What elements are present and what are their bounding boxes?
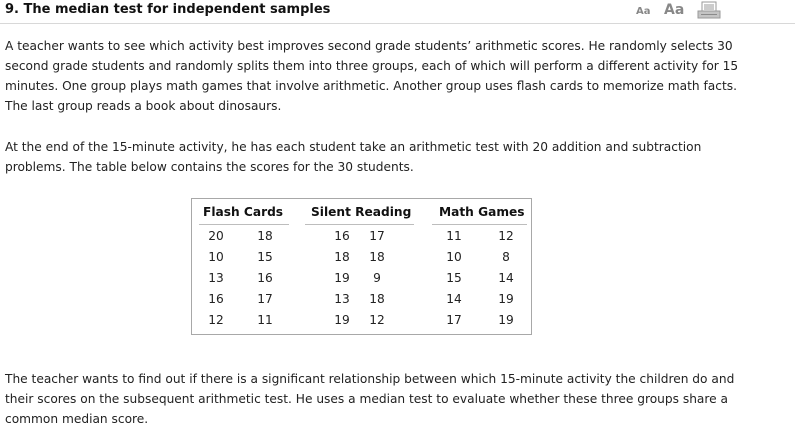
table-cell: 17 — [446, 313, 462, 327]
question-paragraph: The teacher wants to find out if there is a significant relationship between which 15-minute activity the children do and their scores on the subsequent arithmetic test. He uses a median test to evaluate whether these three groups share a common median score. — [5, 372, 735, 426]
printer-icon[interactable] — [697, 1, 721, 20]
table-cell: 18 — [369, 292, 385, 306]
scores-table — [191, 198, 532, 335]
table-cell: 20 — [208, 229, 224, 243]
table-cell: 11 — [257, 313, 273, 327]
header-divider — [0, 23, 795, 24]
table-cell: 14 — [446, 292, 462, 306]
table-cell: 11 — [446, 229, 462, 243]
decrease-font-button[interactable]: Aa — [636, 6, 651, 17]
table-cell: 18 — [334, 250, 350, 264]
table-cell: 19 — [334, 271, 350, 285]
table-cell: 16 — [334, 229, 350, 243]
table-cell: 9 — [373, 271, 381, 285]
table-cell: 8 — [502, 250, 510, 264]
column-header-flash-cards: Flash Cards — [203, 205, 284, 219]
table-cell: 13 — [208, 271, 224, 285]
table-cell: 12 — [208, 313, 224, 327]
column-header-math-games: Math Games — [439, 205, 525, 219]
table-cell: 13 — [334, 292, 350, 306]
intro-paragraph: A teacher wants to see which activity best improves second grade students’ arithmetic scores. He randomly selects 30 second grade students and randomly splits them into three groups, each of which will perform a different activity for 15 minutes. One group plays math games that involve arithmetic. Another group uses flash cards to memorize math facts. The last group reads a book about dinosaurs. — [5, 39, 739, 113]
column-rule-silent-reading — [305, 224, 414, 225]
table-cell: 12 — [498, 229, 514, 243]
question-header — [0, 0, 795, 24]
column-rule-math-games — [432, 224, 527, 225]
table-cell: 16 — [257, 271, 273, 285]
table-cell: 19 — [498, 292, 514, 306]
table-cell: 19 — [334, 313, 350, 327]
setup-paragraph: At the end of the 15-minute activity, he has each student take an arithmetic test with 20 addition and subtraction problems. The table below contains the scores for the 30 students. — [5, 140, 702, 174]
table-cell: 18 — [369, 250, 385, 264]
table-cell: 10 — [446, 250, 462, 264]
table-cell: 15 — [446, 271, 462, 285]
question-title: 9. The median test for independent samples — [5, 2, 331, 17]
table-cell: 19 — [498, 313, 514, 327]
table-cell: 17 — [257, 292, 273, 306]
table-cell: 12 — [369, 313, 385, 327]
table-cell: 17 — [369, 229, 385, 243]
table-cell: 14 — [498, 271, 514, 285]
column-header-silent-reading: Silent Reading — [311, 205, 412, 219]
increase-font-button[interactable]: Aa — [664, 2, 685, 18]
table-cell: 15 — [257, 250, 273, 264]
table-cell: 16 — [208, 292, 224, 306]
table-cell: 18 — [257, 229, 273, 243]
table-cell: 10 — [208, 250, 224, 264]
column-rule-flash-cards — [199, 224, 289, 225]
